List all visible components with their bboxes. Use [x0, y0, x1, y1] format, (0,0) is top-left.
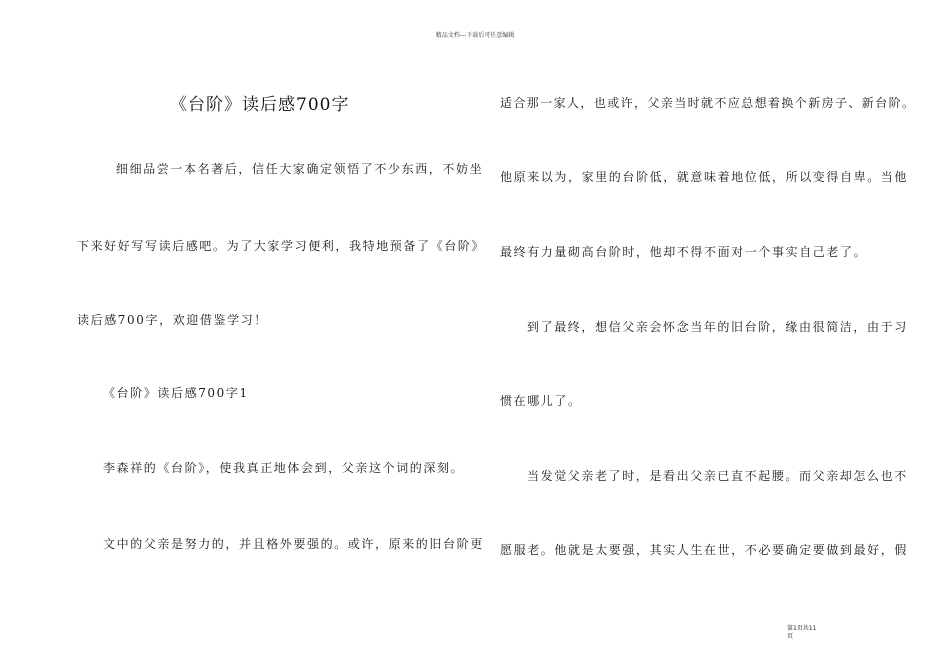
page-header: 精品文档---下载后可任意编辑 [435, 32, 515, 39]
right-paragraph-line: 到了最终，想信父亲会怀念当年的旧台阶，缘由很简洁，由于习 [527, 320, 908, 334]
right-paragraph-line: 适合那一家人，也或许，父亲当时就不应总想着换个新房子、新台阶。 [500, 96, 916, 110]
section-heading: 《台阶》读后感700字1 [103, 386, 249, 400]
right-paragraph-line: 当发觉父亲老了时，是看出父亲已直不起腰。而父亲却怎么也不 [527, 469, 908, 483]
page-number-line: 页 [787, 633, 794, 640]
left-paragraph-line: 读后感700字，欢迎借鉴学习！ [77, 313, 268, 327]
left-paragraph-line: 文中的父亲是努力的，并且格外要强的。或许，原来的旧台阶更 [103, 537, 484, 551]
left-paragraph-line: 李森祥的《台阶》，使我真正地体会到，父亲这个词的深刻。 [103, 461, 465, 475]
right-paragraph-line: 愿服老。他就是太要强，其实人生在世，不必要确定要做到最好，假 [500, 543, 909, 557]
left-paragraph-line: 下来好好写写读后感吧。为了大家学习便利，我特地预备了《台阶》 [77, 239, 486, 253]
right-paragraph-line: 惯在哪儿了。 [500, 394, 582, 408]
right-paragraph-line: 最终有力量砌高台阶时，他却不得不面对一个事实自己老了。 [500, 245, 868, 259]
document-title: 《台阶》读后感700字 [170, 95, 350, 115]
page-number-line: 第1页共11 [787, 625, 817, 632]
right-paragraph-line: 他原来以为，家里的台阶低，就意味着地位低，所以变得自卑。当他 [500, 170, 909, 184]
page-number [787, 625, 816, 641]
left-paragraph-line: 细细品尝一本名著后，信任大家确定领悟了不少东西，不妨坐 [116, 162, 484, 176]
